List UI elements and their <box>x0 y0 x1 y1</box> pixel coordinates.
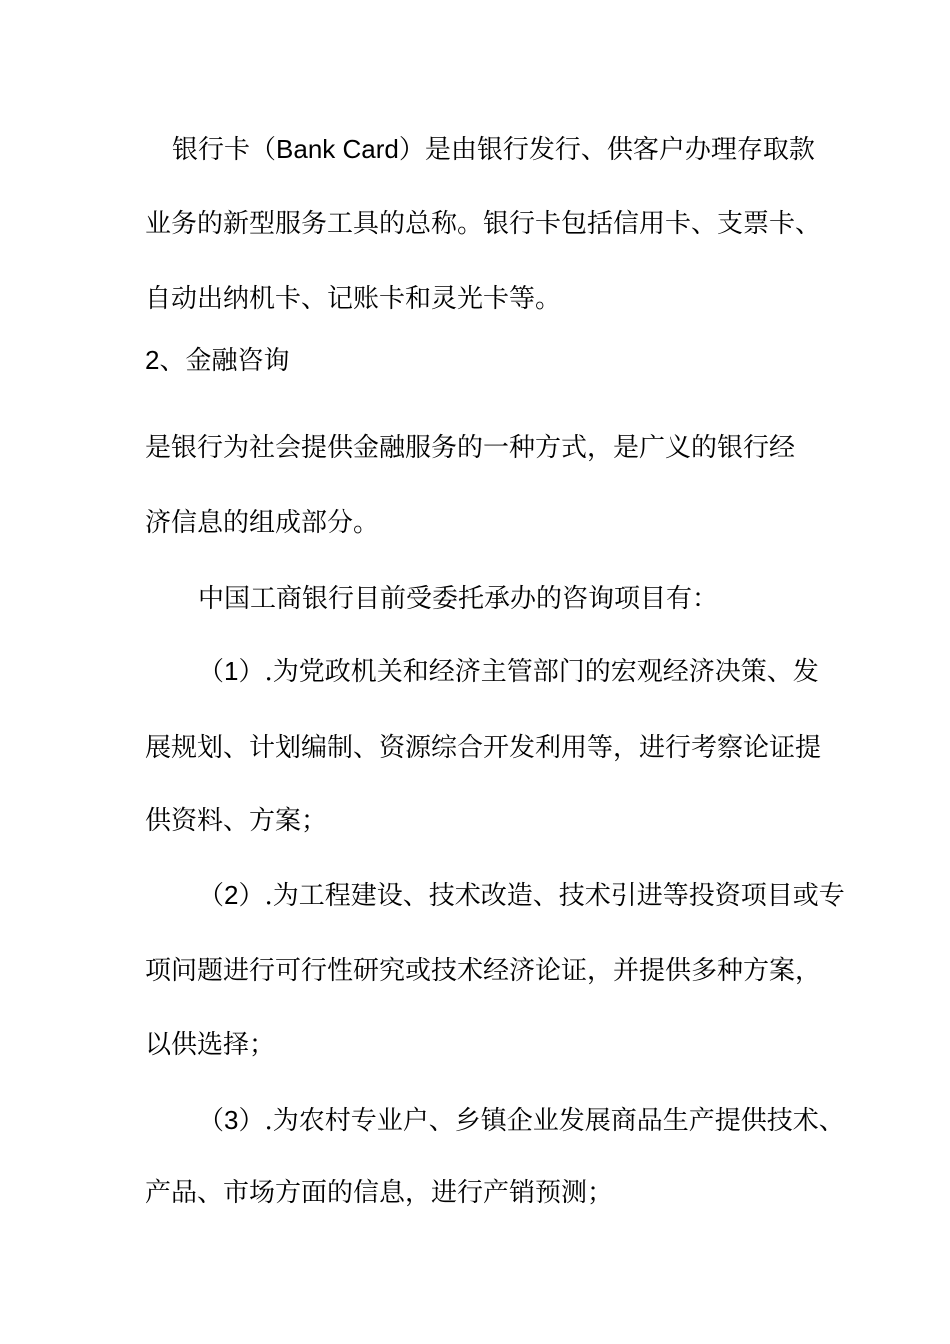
item3-label: （3） <box>198 1105 265 1135</box>
para2-line1: 是银行为社会提供金融服务的一种方式，是广义的银行经 <box>145 433 796 463</box>
item3-line1-text: .为农村专业户、乡镇企业发展商品生产提供技术、 <box>264 1106 845 1136</box>
para3-line1: 中国工商银行目前受委托承办的咨询项目有： <box>198 584 719 614</box>
section-heading-2 <box>145 345 289 376</box>
item1-line3: 供资料、方案； <box>145 806 328 836</box>
item2-label: （2） <box>198 880 265 910</box>
para1-line1-latin: Bank Card <box>276 134 399 164</box>
para1-line1-pre: 银行卡（ <box>172 135 277 165</box>
item3-line1 <box>198 1105 845 1136</box>
item1-line2: 展规划、计划编制、资源综合开发利用等，进行考察论证提 <box>145 733 822 763</box>
item3-line2: 产品、市场方面的信息，进行产销预测； <box>145 1178 614 1208</box>
para1-line2: 业务的新型服务工具的总称。银行卡包括信用卡、支票卡、 <box>145 209 822 239</box>
item1-line1 <box>198 656 819 687</box>
item2-line1 <box>198 880 845 911</box>
para1-line1-post: ）是由银行发行、供客户办理存取款 <box>398 135 815 165</box>
item1-line1-text: .为党政机关和经济主管部门的宏观经济决策、发 <box>264 657 819 687</box>
item2-line1-text: .为工程建设、技术改造、技术引进等投资项目或专 <box>264 881 845 911</box>
item2-line3: 以供选择； <box>145 1030 276 1060</box>
item2-line2: 项问题进行可行性研究或技术经济论证，并提供多种方案， <box>145 956 822 986</box>
section-heading-number: 2 <box>145 345 160 375</box>
para2-line2: 济信息的组成部分。 <box>145 508 380 538</box>
para1-line1 <box>172 134 815 165</box>
item1-label: （1） <box>198 656 265 686</box>
section-heading-text: 、金融咨询 <box>159 346 290 376</box>
para1-line3: 自动出纳机卡、记账卡和灵光卡等。 <box>145 284 562 314</box>
